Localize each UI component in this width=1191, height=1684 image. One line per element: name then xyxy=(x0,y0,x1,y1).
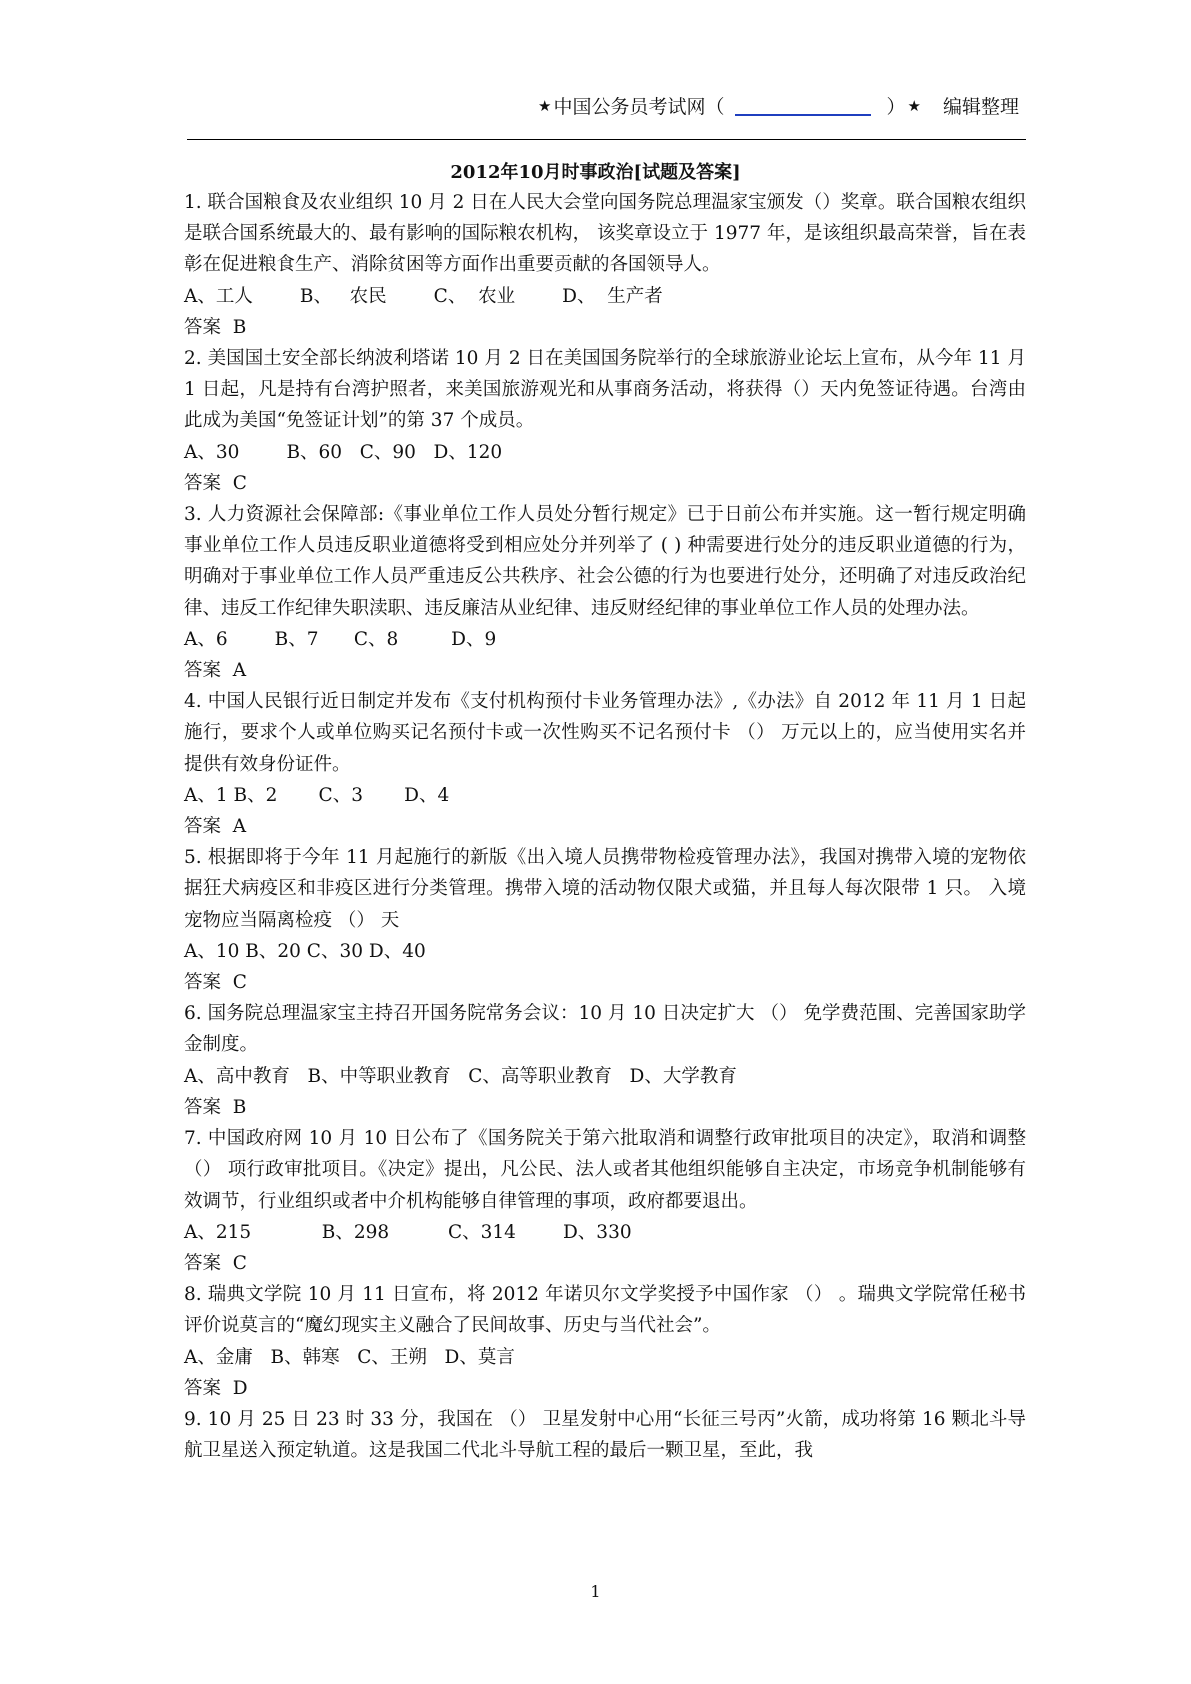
question-item xyxy=(184,1279,1026,1404)
question-item xyxy=(184,842,1026,998)
header-divider xyxy=(187,139,1026,140)
question-text: 9. 10 月 25 日 23 时 33 分，我国在 （） 卫星发射中心用“长征三号丙”火箭，成功将第 16 颗北斗导航卫星送入预定轨道。这是我国二代北斗导航工程的最后一颗卫星，至此，我 xyxy=(184,1408,1026,1462)
question-answer: 答案 A xyxy=(184,816,247,838)
question-answer: 答案 B xyxy=(184,1096,247,1118)
question-text: 8. 瑞典文学院 10 月 11 日宣布，将 2012 年诺贝尔文学奖授予中国作家 （） 。瑞典文学院常任秘书评价说莫言的“魔幻现实主义融合了民间故事、历史与当代社会”。 xyxy=(184,1284,1026,1337)
question-answer: 答案 B xyxy=(184,316,247,338)
question-options: A、30 B、60 C、90 D、120 xyxy=(184,441,503,463)
question-options: A、215 B、298 C、314 D、330 xyxy=(184,1221,632,1243)
question-options: A、工人 B、 农民 C、 农业 D、 生产者 xyxy=(184,285,663,307)
page-number: 1 xyxy=(590,1582,601,1601)
question-item xyxy=(184,1404,1026,1466)
header-link-blank xyxy=(735,96,871,116)
question-item xyxy=(184,686,1026,842)
question-item xyxy=(184,343,1026,499)
question-text: 4. 中国人民银行近日制定并发布《支付机构预付卡业务管理办法》,《办法》自 2012 年 11 月 1 日起施行，要求个人或单位购买记名预付卡或一次性购买不记名预付卡 （） 万元以上的，应当使用实名并提供有效身份证件。 xyxy=(184,691,1026,775)
question-options: A、高中教育 B、中等职业教育 C、高等职业教育 D、大学教育 xyxy=(184,1065,737,1087)
question-options: A、金庸 B、韩寒 C、王朔 D、莫言 xyxy=(184,1346,515,1368)
header-site-prefix: 中国公务员考试网（ xyxy=(553,96,725,118)
question-list xyxy=(184,187,1026,1466)
question-item xyxy=(184,1123,1026,1279)
star-icon: ★ xyxy=(538,96,552,115)
question-options: A、6 B、7 C、8 D、9 xyxy=(184,628,497,650)
question-options: A、10 B、20 C、30 D、40 xyxy=(184,940,426,962)
question-item xyxy=(184,998,1026,1123)
question-answer: 答案 C xyxy=(184,972,247,994)
question-answer: 答案 C xyxy=(184,472,247,494)
document-title: 2012年10月时事政治[试题及答案] xyxy=(450,162,741,183)
question-item xyxy=(184,187,1026,343)
question-text: 3. 人力资源社会保障部:《事业单位工作人员处分暂行规定》已于日前公布并实施。这一暂行规定明确事业单位工作人员违反职业道德将受到相应处分并列举了 ( ) 种需要进行处分的违反职业道德的行为，明确对于事业单位工作人员严重违反公共秩序、社会公德的行为也要进行处分，还明确了对违反政治纪律、违反工作纪律失职渎职、违反廉洁从业纪律、违反财经纪律的事业单位工作人员的处理办法。 xyxy=(184,504,1026,619)
question-text: 5. 根据即将于今年 11 月起施行的新版《出入境人员携带物检疫管理办法》，我国对携带入境的宠物依据狂犬病疫区和非疫区进行分类管理。携带入境的活动物仅限犬或猫，并且每人每次限带 1 只。 入境宠物应当隔离检疫 （） 天 xyxy=(184,847,1026,931)
question-answer: 答案 D xyxy=(184,1377,248,1399)
question-text: 7. 中国政府网 10 月 10 日公布了《国务院关于第六批取消和调整行政审批项目的决定》，取消和调整 （） 项行政审批项目。《决定》提出，凡公民、法人或者其他组织能够自主决定，市场竞争机制能够有效调节，行业组织或者中介机构能够自律管理的事项，政府都要退出。 xyxy=(184,1128,1026,1212)
question-text: 2. 美国国土安全部长纳波利塔诺 10 月 2 日在美国国务院举行的全球旅游业论坛上宣布，从今年 11 月 1 日起，凡是持有台湾护照者，来美国旅游观光和从事商务活动，将获得（）天内免签证待遇。台湾由此成为美国“免签证计划”的第 37 个成员。 xyxy=(184,348,1026,432)
question-answer: 答案 C xyxy=(184,1252,247,1274)
page-header xyxy=(536,92,1019,119)
question-text: 6. 国务院总理温家宝主持召开国务院常务会议：10 月 10 日决定扩大 （） 免学费范围、完善国家助学金制度。 xyxy=(184,1003,1026,1056)
question-options: A、1 B、2 C、3 D、4 xyxy=(184,784,450,806)
question-answer: 答案 A xyxy=(184,660,247,682)
header-site-suffix: ） xyxy=(886,96,906,118)
header-editor: 编辑整理 xyxy=(942,96,1019,118)
question-item xyxy=(184,499,1026,686)
question-text: 1. 联合国粮食及农业组织 10 月 2 日在人民大会堂向国务院总理温家宝颁发（）奖章。联合国粮农组织是联合国系统最大的、最有影响的国际粮农机构， 该奖章设立于 1977 年，是该组织最高荣誉，旨在表彰在促进粮食生产、消除贫困等方面作出重要贡献的各国领导人。 xyxy=(184,192,1026,276)
star-icon: ★ xyxy=(907,96,921,115)
